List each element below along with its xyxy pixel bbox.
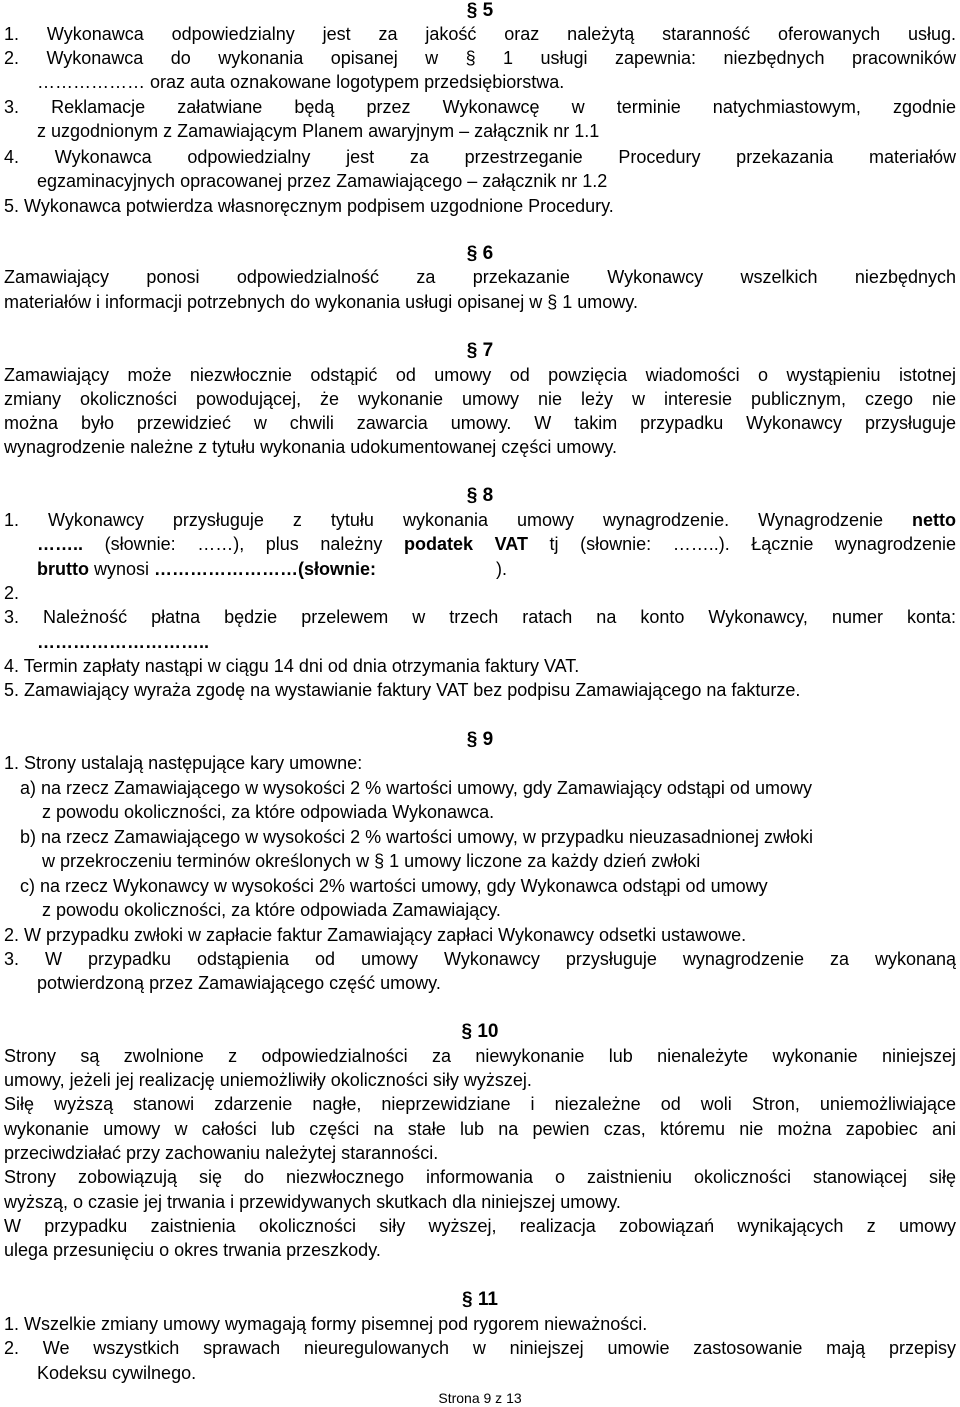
para-5-3: 3. Reklamacje załatwiane będą przez Wykonawcę w terminie natychmiastowym, zgodnie — [4, 97, 956, 117]
para-9-1: 1. Strony ustalają następujące kary umowne: — [4, 753, 363, 773]
para-8-1-cont — [37, 532, 956, 556]
brutto-text: wynosi — [88, 559, 155, 579]
para-8-1-words: (słownie: ……), plus należny — [83, 534, 405, 554]
para-9-3-cont: potwierdzoną przez Zamawiającego część umowy. — [37, 973, 441, 993]
section-heading-6: § 6 — [466, 243, 494, 264]
para-8-3: 3. Należność płatna będzie przelewem w trzech ratach na konto Wykonawcy, numer konta: — [4, 607, 956, 627]
para-8-1-total: tj (słownie: ……..). Łącznie wynagrodzenie — [527, 534, 956, 554]
para-11-2: 2. We wszystkich sprawach nieuregulowanych w niniejszej umowie zastosowanie mają przepisy — [4, 1338, 956, 1358]
page-number: Strona 9 z 13 — [438, 1390, 522, 1406]
para-10-line-9: ulega przesunięciu o okres trwania przeszkody. — [4, 1240, 381, 1260]
brutto-label: brutto — [37, 559, 89, 579]
para-5-4-cont: egzaminacyjnych opracowanej przez Zamawiającego – załącznik nr 1.2 — [37, 171, 608, 191]
para-10-line-1: Strony są zwolnione z odpowiedzialności za niewykonanie lub nienależyte wykonanie niniejszej — [4, 1046, 956, 1066]
netto-amount-blank: …….. — [37, 534, 84, 554]
para-9-1-b: b) na rzecz Zamawiającego w wysokości 2 % wartości umowy, w przypadku nieuzasadnionej zwłoki — [20, 827, 813, 847]
para-5-4: 4. Wykonawca odpowiedzialny jest za przestrzeganie Procedury przekazania materiałów — [4, 147, 956, 167]
para-11-1: 1. Wszelkie zmiany umowy wymagają formy pisemnej pod rygorem nieważności. — [4, 1314, 648, 1334]
para-8-1-brutto — [37, 557, 956, 581]
para-7-line-1: Zamawiający może niezwłocznie odstąpić od umowy od powzięcia wiadomości o wystąpieniu istotnej — [4, 365, 956, 385]
para-7-line-4: wynagrodzenie należne z tytułu wykonania udokumentowanej części umowy. — [4, 437, 618, 457]
para-7-line-2: zmiany okoliczności powodującej, że wykonanie umowy nie leży w interesie publicznym, czego nie — [4, 389, 956, 409]
para-9-1-b-cont: w przekroczeniu terminów określonych w § 1 umowy liczone za każdy dzień zwłoki — [42, 851, 701, 871]
brutto-amount-blank: ……………………(słownie: — [154, 559, 377, 579]
para-5-3-cont: z uzgodnionym z Zamawiającym Planem awaryjnym – załącznik nr 1.1 — [37, 121, 600, 141]
para-11-2-cont: Kodeksu cywilnego. — [37, 1363, 197, 1383]
para-10-line-3: Siłę wyższą stanowi zdarzenie nagłe, nieprzewidziane i niezależne od woli Stron, uniemożliwiające — [4, 1094, 956, 1114]
para-5-2: 2. Wykonawca do wykonania opisanej w § 1 usługi zapewnia: niezbędnych pracowników — [4, 48, 956, 68]
para-9-1-c: c) na rzecz Wykonawcy w wysokości 2% wartości umowy, gdy Wykonawca odstąpi od umowy — [20, 876, 768, 896]
para-9-1-a-cont: z powodu okoliczności, za które odpowiada Wykonawca. — [42, 802, 495, 822]
section-heading-9: § 9 — [466, 729, 494, 750]
para-9-3: 3. W przypadku odstąpienia od umowy Wykonawcy przysługuje wynagrodzenie za wykonaną — [4, 949, 956, 969]
para-8-2: 2. — [4, 583, 20, 603]
para-7-line-3: można było przewidzieć w chwili zawarcia umowy. W takim przypadku Wykonawcy przysługuje — [4, 413, 956, 433]
para-6-line-1: Zamawiający ponosi odpowiedzialność za przekazanie Wykonawcy wszelkich niezbędnych — [4, 267, 956, 287]
para-8-1-text: 1. Wykonawcy przysługuje z tytułu wykonania umowy wynagrodzenie. Wynagrodzenie — [4, 510, 912, 530]
para-5-1: 1. Wykonawca odpowiedzialny jest za jakość oraz należytą staranność oferowanych usług. — [4, 24, 956, 44]
para-6-line-2: materiałów i informacji potrzebnych do wykonania usługi opisanej w § 1 umowy. — [4, 292, 638, 312]
para-8-4: 4. Termin zapłaty nastąpi w ciągu 14 dni od dnia otrzymania faktury VAT. — [4, 656, 580, 676]
para-10-line-4: wykonanie umowy w całości lub części na stałe lub na pewien czas, któremu nie można zapobiec ani — [4, 1119, 956, 1139]
section-heading-7: § 7 — [466, 340, 494, 361]
para-10-line-2: umowy, jeżeli jej realizację uniemożliwiły okoliczności siły wyższej. — [4, 1070, 532, 1090]
account-number-blank: ……………………….. — [37, 632, 210, 652]
section-heading-5: § 5 — [466, 0, 494, 21]
para-9-2: 2. W przypadku zwłoki w zapłacie faktur Zamawiający zapłaci Wykonawcy odsetki ustawowe. — [4, 925, 747, 945]
para-10-line-7: wyższą, o czasie jej trwania i przewidywanych skutkach dla niniejszej umowy. — [4, 1192, 621, 1212]
para-9-1-c-cont: z powodu okoliczności, za które odpowiada Zamawiający. — [42, 900, 501, 920]
netto-label: netto — [912, 510, 956, 530]
para-8-5: 5. Zamawiający wyraża zgodę na wystawianie faktury VAT bez podpisu Zamawiającego na fakturze. — [4, 680, 801, 700]
para-5-5: 5. Wykonawca potwierdza własnoręcznym podpisem uzgodnione Procedury. — [4, 196, 614, 216]
section-heading-8: § 8 — [466, 485, 494, 506]
para-10-line-6: Strony zobowiązują się do niezwłocznego informowania o zaistnieniu okoliczności stanowiącej siłę — [4, 1167, 956, 1187]
para-10-line-5: przeciwdziałać przy zachowaniu należytej staranności. — [4, 1143, 439, 1163]
vat-label: podatek VAT — [404, 534, 528, 554]
para-5-2-cont: ……………… oraz auta oznakowane logotypem przedsiębiorstwa. — [37, 72, 565, 92]
section-heading-11: § 11 — [462, 1289, 498, 1310]
brutto-close: ). — [496, 559, 508, 579]
para-10-line-8: W przypadku zaistnienia okoliczności siły wyższej, realizacja zobowiązań wynikających z umowy — [4, 1216, 956, 1236]
para-8-1 — [4, 508, 956, 532]
section-heading-10: § 10 — [461, 1021, 499, 1042]
para-9-1-a: a) na rzecz Zamawiającego w wysokości 2 % wartości umowy, gdy Zamawiający odstąpi od umowy — [20, 778, 812, 798]
